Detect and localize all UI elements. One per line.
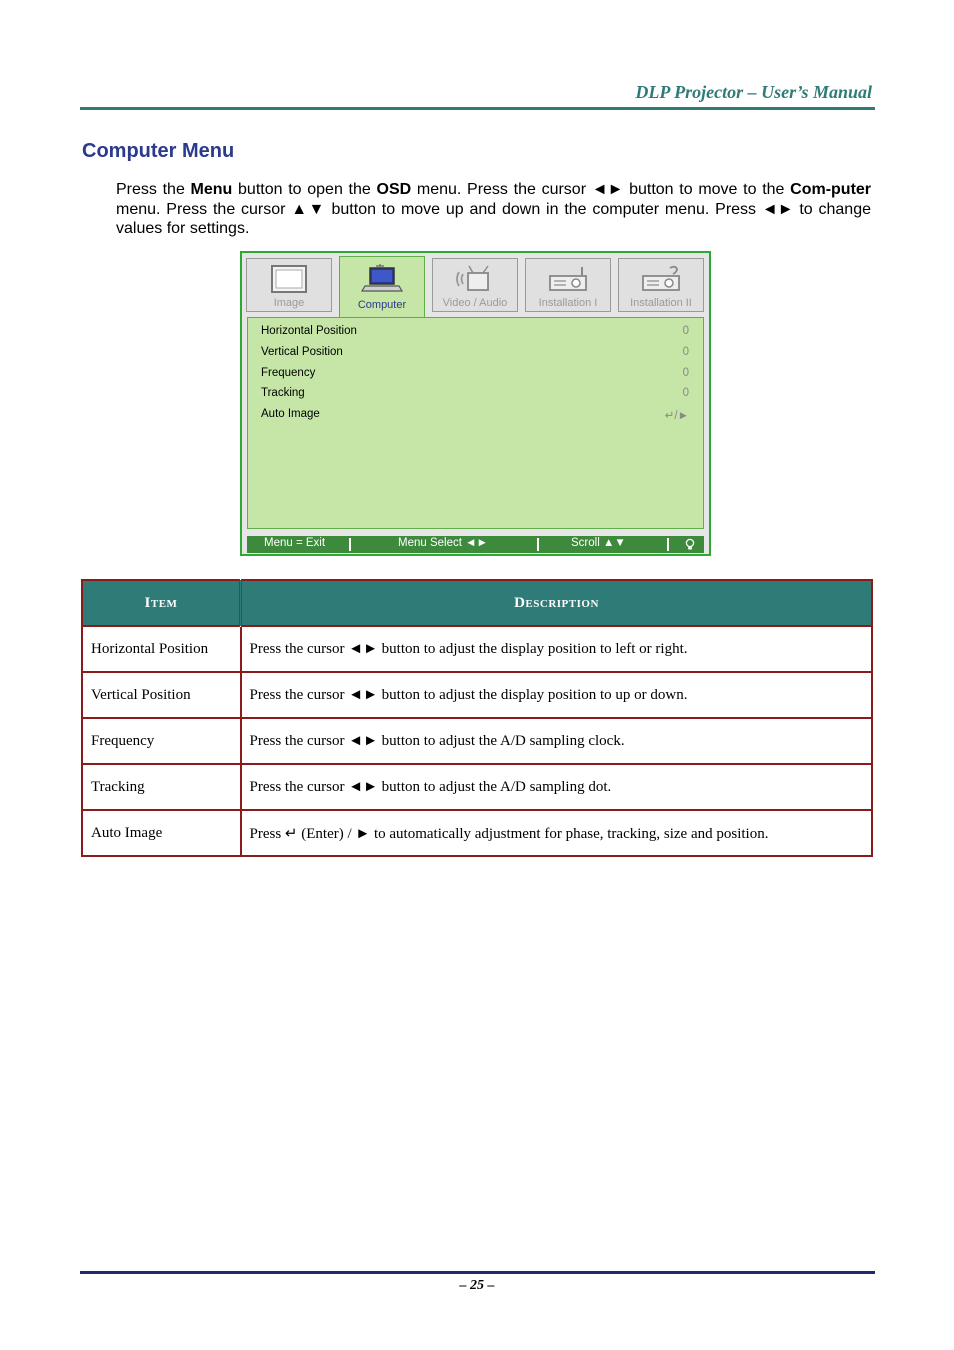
table-row xyxy=(82,764,872,810)
tab-label: Installation II xyxy=(630,297,692,309)
description-cell: Press the cursor ◄► button to adjust the A/D sampling clock. xyxy=(241,718,873,764)
osd-footer-divider xyxy=(667,538,669,551)
table-row xyxy=(82,672,872,718)
osd-row-value: 0 xyxy=(682,387,689,399)
osd-row-label: Vertical Position xyxy=(261,346,343,358)
projector-settings-icon xyxy=(639,264,683,294)
tab-image[interactable] xyxy=(246,258,332,312)
description-table xyxy=(81,579,873,857)
table-header-row xyxy=(82,580,872,626)
header-title: DLP Projector – User’s Manual xyxy=(635,82,872,102)
intro-text-1: Press the xyxy=(116,181,191,198)
video-audio-icon xyxy=(453,264,497,294)
osd-row-label: Horizontal Position xyxy=(261,325,357,337)
header-rule xyxy=(80,107,875,110)
osd-row-frequency[interactable] xyxy=(261,367,689,385)
osd-row-label: Tracking xyxy=(261,387,305,399)
osd-row-vertical-position[interactable] xyxy=(261,346,689,364)
osd-row-value: ↵/► xyxy=(664,410,689,422)
osd-footer-divider xyxy=(537,538,539,551)
osd-footer-scroll: Scroll ▲▼ xyxy=(571,537,626,549)
osd-row-value: 0 xyxy=(682,325,689,337)
table-row xyxy=(82,810,872,856)
osd-row-horizontal-position[interactable] xyxy=(261,325,689,343)
osd-footer xyxy=(247,536,704,553)
osd-footer-exit: Menu = Exit xyxy=(264,537,326,549)
intro-text-4: menu. Press the cursor ▲▼ button to move up and down in the computer menu. Press ◄► to change values for settings. xyxy=(116,200,871,237)
tab-label: Image xyxy=(273,297,305,309)
item-cell: Tracking xyxy=(82,764,241,810)
section-title: Computer Menu xyxy=(82,140,235,162)
osd-footer-select: Menu Select ◄► xyxy=(398,537,488,549)
tab-computer[interactable] xyxy=(339,256,425,318)
tab-label: Computer xyxy=(357,299,407,311)
tab-label: Video / Audio xyxy=(442,297,508,309)
tab-label: Installation I xyxy=(538,297,598,309)
footer-rule xyxy=(80,1271,875,1274)
lightbulb-icon xyxy=(685,538,695,551)
page-number: – 25 – xyxy=(459,1278,495,1293)
intro-osd-bold: OSD xyxy=(376,181,412,198)
header-item: Item xyxy=(82,580,241,626)
description-cell: Press ↵ (Enter) / ► to automatically adjustment for phase, tracking, size and position. xyxy=(241,810,873,856)
osd-panel xyxy=(247,317,704,529)
tab-installation-1[interactable] xyxy=(525,258,611,312)
osd-row-label: Frequency xyxy=(261,367,316,379)
table-row xyxy=(82,626,872,672)
osd-row-label: Auto Image xyxy=(261,408,320,420)
item-cell: Frequency xyxy=(82,718,241,764)
item-cell: Horizontal Position xyxy=(82,626,241,672)
osd-row-value: 0 xyxy=(682,367,689,379)
osd-menu xyxy=(240,251,711,556)
tab-installation-2[interactable] xyxy=(618,258,704,312)
intro-computer-bold: Com-puter xyxy=(790,181,872,198)
projector-icon xyxy=(546,264,590,294)
item-cell: Vertical Position xyxy=(82,672,241,718)
tab-video-audio[interactable] xyxy=(432,258,518,312)
header-description: Description xyxy=(241,580,873,626)
table-row xyxy=(82,718,872,764)
description-cell: Press the cursor ◄► button to adjust the display position to up or down. xyxy=(241,672,873,718)
item-cell: Auto Image xyxy=(82,810,241,856)
image-icon xyxy=(269,264,309,294)
osd-footer-divider xyxy=(349,538,351,551)
intro-paragraph xyxy=(116,180,871,239)
osd-row-auto-image[interactable] xyxy=(261,408,689,426)
osd-row-tracking[interactable] xyxy=(261,387,689,405)
osd-row-value: 0 xyxy=(682,346,689,358)
computer-icon xyxy=(359,262,405,294)
intro-menu-bold: Menu xyxy=(190,181,233,198)
description-cell: Press the cursor ◄► button to adjust the A/D sampling dot. xyxy=(241,764,873,810)
intro-text-3: menu. Press the cursor ◄► button to move to the xyxy=(411,181,791,198)
intro-text-2: button to open the xyxy=(232,181,377,198)
description-cell: Press the cursor ◄► button to adjust the display position to left or right. xyxy=(241,626,873,672)
